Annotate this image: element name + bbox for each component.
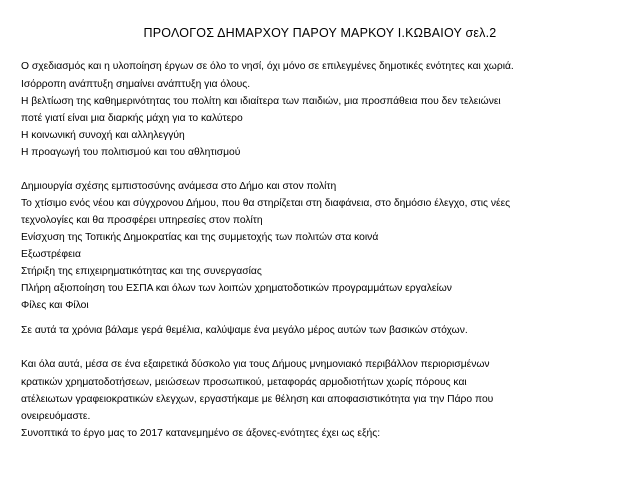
- text-line: Στήριξη της επιχειρηματικότητας και της συνεργασίας: [21, 266, 262, 277]
- text-line: Ενίσχυση της Τοπικής Δημοκρατίας και της συμμετοχής των πολιτών στα κοινά: [21, 232, 379, 243]
- text-line: Δημιουργία σχέσης εμπιστοσύνης ανάμεσα στο Δήμο και στον πολίτη: [21, 181, 337, 192]
- text-line: Συνοπτικά το έργο μας το 2017 κατανεμημένο σε άξονες-ενότητες έχει ως εξής:: [21, 428, 381, 439]
- text-line: κρατικών χρηματοδοτήσεων, μειώσεων προσωπικού, μεταφοράς αρμοδιοτήτων χωρίς πόρους και: [21, 377, 467, 388]
- text-line: Πλήρη αξιοποίηση του ΕΣΠΑ και όλων των λοιπών χρηματοδοτικών προγραμμάτων εργαλείων: [21, 283, 452, 294]
- text-line: ονειρευόμαστε.: [21, 411, 91, 422]
- text-line: Ο σχεδιασμός και η υλοποίηση έργων σε όλο το νησί, όχι μόνο σε επιλεγμένες δημοτικές ενότητες και χωριά.: [21, 61, 514, 72]
- text-line: Η προαγωγή του πολιτισμού και του αθλητισμού: [21, 147, 241, 158]
- text-line: ατέλειωτων γραφειοκρατικών ελεγχων, εργαστήκαμε με θέληση και αποφασιστικότητα για την Πάρο που: [21, 394, 494, 405]
- text-line: Σε αυτά τα χρόνια βάλαμε γερά θεμέλια, καλύψαμε ένα μεγάλο μέρος αυτών των βασικών στόχων.: [21, 325, 468, 336]
- document-title: ΠΡΟΛΟΓΟΣ ΔΗΜΑΡΧΟΥ ΠΑΡΟΥ ΜΑΡΚΟΥ Ι.ΚΩΒΑΙΟΥ σελ.2: [143, 26, 497, 40]
- text-line: Εξωστρέφεια: [21, 249, 81, 260]
- text-line: Ισόρροπη ανάπτυξη σημαίνει ανάπτυξη για όλους.: [21, 79, 251, 90]
- text-line: Και όλα αυτά, μέσα σε ένα εξαιρετικά δύσκολο για τους Δήμους μνημονιακό περιβάλλον περιορισμένων: [21, 359, 490, 370]
- text-line: Φίλες και Φίλοι: [21, 300, 89, 311]
- text-line: τεχνολογίες και θα προσφέρει υπηρεσίες στον πολίτη: [21, 215, 263, 226]
- text-line: Η κοινωνική συνοχή και αλληλεγγύη: [21, 130, 185, 141]
- text-line: Η βελτίωση της καθημερινότητας του πολίτη και ιδιαίτερα των παιδιών, μια προσπάθεια που δεν τελειώνει: [21, 96, 501, 107]
- text-line: Το χτίσιμο ενός νέου και σύγχρονου Δήμου, που θα στηρίζεται στη διαφάνεια, στο δημόσιο έλεγχο, στις νέες: [21, 198, 511, 209]
- text-line: ποτέ γιατί είναι μια διαρκής μάχη για το καλύτερο: [21, 113, 243, 124]
